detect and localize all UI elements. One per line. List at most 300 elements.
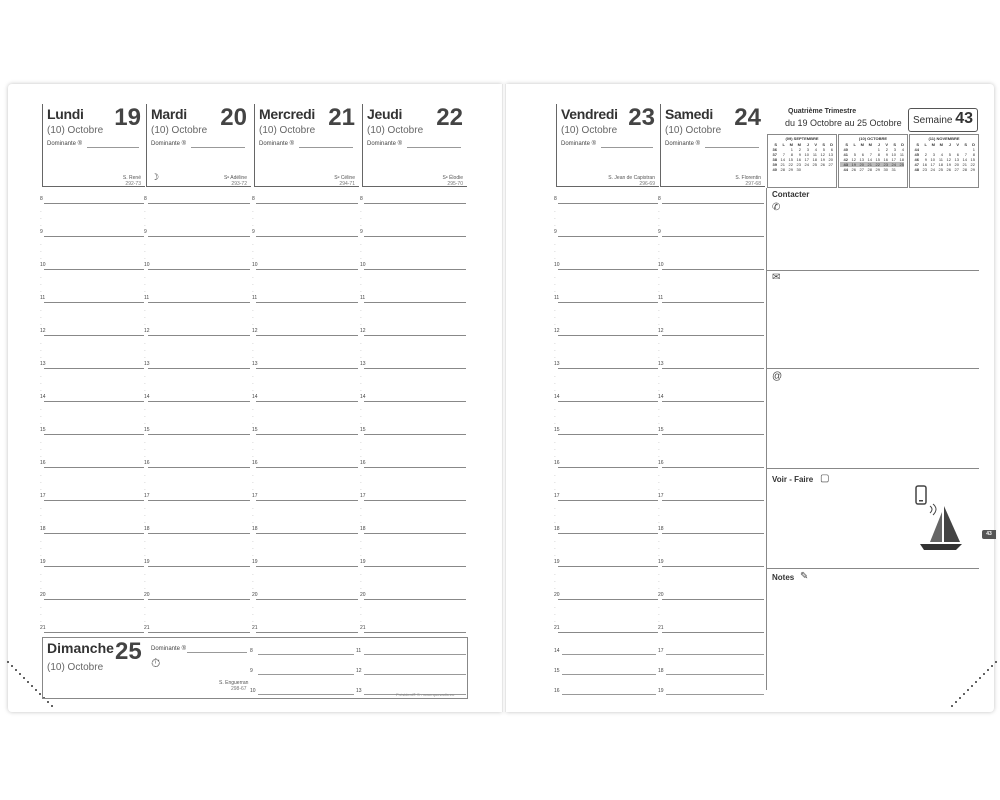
hour-row[interactable]: [144, 592, 250, 625]
extra-hour-row[interactable]: [554, 688, 656, 698]
hour-row[interactable]: [252, 361, 358, 394]
day-cell: J: [806, 142, 809, 147]
quarter-mark: -: [658, 480, 660, 486]
hour-line: [558, 533, 658, 534]
quarter-title: Quatrième Trimestre: [788, 108, 857, 115]
day-cell: J: [948, 142, 951, 147]
extra-hour-row[interactable]: [554, 668, 656, 678]
day-code: 295-70: [447, 181, 463, 187]
quarter-mark: -: [360, 209, 362, 215]
day-cell: 5: [948, 152, 951, 157]
day-code: 296-69: [639, 181, 655, 187]
hour-row[interactable]: [144, 427, 250, 460]
hour-label: 8: [250, 648, 253, 654]
quarter-mark: -: [360, 388, 362, 394]
hour-label: 10: [144, 262, 150, 268]
publisher-footer: Président® S - www.quovadis.eu: [396, 692, 455, 697]
quarter-mark: -: [252, 289, 254, 295]
hour-row[interactable]: [252, 460, 358, 493]
hour-row[interactable]: [360, 361, 466, 394]
quarter-mark: -: [658, 242, 660, 248]
hour-line: [364, 335, 466, 336]
hour-line: [662, 203, 764, 204]
quarter-mark: -: [554, 605, 556, 611]
hour-row[interactable]: [360, 295, 466, 328]
hour-label: 10: [658, 262, 664, 268]
day-cell: 28: [780, 167, 785, 172]
day-cell: 15: [788, 157, 793, 162]
day-cell: 30: [796, 167, 801, 172]
hour-line: [662, 632, 764, 633]
hour-label: 16: [252, 460, 258, 466]
day-cell: M: [789, 142, 793, 147]
hour-row[interactable]: [360, 394, 466, 427]
saint-name: Sᵉ Élodie: [442, 175, 463, 181]
hour-row[interactable]: [40, 526, 144, 559]
day-cell: 2: [798, 147, 801, 152]
quarter-mark: -: [40, 242, 42, 248]
quarter-mark: -: [554, 348, 556, 354]
hour-label: 8: [252, 196, 255, 202]
hour-row[interactable]: [554, 493, 658, 526]
hour-label: 20: [40, 592, 46, 598]
week-number-cell: 40: [843, 147, 848, 152]
hour-label: 12: [144, 328, 150, 334]
day-cell: 12: [946, 157, 951, 162]
hour-row[interactable]: [252, 196, 358, 229]
dominante-line[interactable]: [407, 147, 461, 148]
hour-row[interactable]: [144, 295, 250, 328]
quarter-mark: -: [40, 579, 42, 585]
day-cell: 13: [954, 157, 959, 162]
dominante-line[interactable]: [705, 147, 759, 148]
mini-calendar-row: [769, 167, 833, 172]
week-number-cell: 40: [772, 167, 777, 172]
hour-row[interactable]: [360, 493, 466, 526]
hour-row[interactable]: [40, 361, 144, 394]
hour-label: 12: [252, 328, 258, 334]
hour-label: 8: [360, 196, 363, 202]
hour-label: 13: [144, 361, 150, 367]
hour-row[interactable]: [360, 460, 466, 493]
hour-line: [148, 401, 250, 402]
day-cell: 5: [853, 152, 856, 157]
hour-line: [256, 368, 358, 369]
hour-row[interactable]: [554, 427, 658, 460]
day-number: 20: [220, 104, 247, 131]
hour-line: [662, 500, 764, 501]
hour-row[interactable]: [554, 394, 658, 427]
hour-row[interactable]: [40, 493, 144, 526]
hour-line: [44, 368, 144, 369]
day-code: 294-71: [339, 181, 355, 187]
quarter-mark: -: [554, 275, 556, 281]
hour-label: 15: [252, 427, 258, 433]
sunday-hour-row[interactable]: [356, 648, 466, 658]
hour-row[interactable]: [554, 460, 658, 493]
quarter-mark: -: [40, 572, 42, 578]
hour-row[interactable]: [554, 592, 658, 625]
clock-back-icon: ⏱: [151, 656, 161, 670]
hour-line: [148, 533, 250, 534]
hour-row[interactable]: [40, 262, 144, 295]
quarter-mark: -: [252, 282, 254, 288]
hour-row[interactable]: [252, 328, 358, 361]
quarter-mark: -: [40, 289, 42, 295]
hour-line: [666, 654, 764, 655]
sunday-hour-row[interactable]: [250, 648, 354, 658]
quarter-mark: -: [554, 256, 556, 262]
day-cell: 17: [804, 157, 809, 162]
hour-label: 15: [658, 427, 664, 433]
hour-label: 12: [360, 328, 366, 334]
day-cell: M: [860, 142, 864, 147]
quarter-mark: -: [40, 473, 42, 479]
dominante-line[interactable]: [191, 147, 245, 148]
hour-row[interactable]: [252, 526, 358, 559]
hour-row[interactable]: [144, 526, 250, 559]
quarter-mark: -: [144, 473, 146, 479]
hour-row[interactable]: [144, 460, 250, 493]
day-cell: L: [924, 142, 927, 147]
extra-hour-row[interactable]: [658, 688, 764, 698]
quarter-mark: -: [554, 454, 556, 460]
hour-row[interactable]: [144, 493, 250, 526]
hour-row[interactable]: [40, 394, 144, 427]
quarter-mark: -: [554, 440, 556, 446]
hour-row[interactable]: [40, 196, 144, 229]
hour-line: [558, 203, 658, 204]
quarter-mark: -: [360, 414, 362, 420]
extra-hour-row[interactable]: [658, 648, 764, 658]
day-cell: 29: [788, 167, 793, 172]
quarter-mark: -: [40, 355, 42, 361]
week-number-cell: S: [845, 142, 848, 147]
hour-line: [148, 335, 250, 336]
hour-label: 9: [554, 229, 557, 235]
quarter-mark: -: [252, 242, 254, 248]
quarter-mark: -: [144, 348, 146, 354]
week-number-cell: S: [774, 142, 777, 147]
hour-line: [256, 566, 358, 567]
quarter-mark: -: [144, 341, 146, 347]
day-cell: 15: [970, 157, 975, 162]
hour-row[interactable]: [252, 295, 358, 328]
hour-label: 10: [40, 262, 46, 268]
hour-row[interactable]: [144, 361, 250, 394]
quarter-mark: -: [360, 520, 362, 526]
quarter-mark: -: [252, 341, 254, 347]
hour-row[interactable]: [252, 427, 358, 460]
quarter-mark: -: [360, 322, 362, 328]
quarter-mark: -: [360, 553, 362, 559]
day-cell: [825, 167, 833, 172]
quarter-mark: -: [360, 605, 362, 611]
quarter-mark: -: [252, 216, 254, 222]
quarter-mark: -: [658, 374, 660, 380]
quarter-mark: -: [554, 513, 556, 519]
hour-row[interactable]: [658, 427, 764, 460]
hour-row[interactable]: [554, 262, 658, 295]
hour-row[interactable]: [40, 229, 144, 262]
hour-row[interactable]: [40, 427, 144, 460]
quarter-mark: -: [252, 275, 254, 281]
quarter-mark: -: [144, 407, 146, 413]
day-cell: 26: [820, 162, 825, 167]
hour-label: 19: [554, 559, 560, 565]
quarter-mark: -: [144, 388, 146, 394]
day-cell: 13: [859, 157, 864, 162]
hour-line: [364, 566, 466, 567]
hour-label: 9: [144, 229, 147, 235]
dominante-line[interactable]: [601, 147, 653, 148]
panel-divider: [767, 270, 979, 271]
mini-calendar-grid: [840, 142, 904, 172]
day-cell: 8: [877, 152, 880, 157]
saint-name: S. Florentin: [735, 175, 761, 181]
hour-line: [256, 533, 358, 534]
week-number-cell: 45: [914, 152, 919, 157]
hour-row[interactable]: [658, 328, 764, 361]
day-cell: 18: [812, 157, 817, 162]
hour-label: 12: [356, 668, 362, 674]
quarter-mark: -: [360, 421, 362, 427]
extra-hour-row[interactable]: [658, 668, 764, 678]
hour-row[interactable]: [144, 229, 250, 262]
quarter-mark: -: [252, 539, 254, 545]
quarter-mark: -: [40, 256, 42, 262]
hour-label: 20: [144, 592, 150, 598]
day-cell: 10: [930, 157, 935, 162]
pencil-icon: ✎: [800, 571, 809, 582]
quarter-mark: -: [554, 553, 556, 559]
quarter-mark: -: [144, 520, 146, 526]
quarter-mark: -: [40, 612, 42, 618]
quarter-mark: -: [360, 381, 362, 387]
hour-row[interactable]: [554, 526, 658, 559]
hour-row[interactable]: [658, 295, 764, 328]
day-header-tuesday: [146, 104, 251, 187]
hour-line: [256, 467, 358, 468]
hour-row[interactable]: [658, 559, 764, 592]
week-number-cell: 36: [772, 147, 777, 152]
hour-row[interactable]: [658, 262, 764, 295]
hour-row[interactable]: [658, 229, 764, 262]
hour-row[interactable]: [658, 394, 764, 427]
phone-sailboat-icon: [914, 484, 964, 556]
quarter-mark: -: [360, 447, 362, 453]
sunday-hour-row[interactable]: [250, 688, 354, 698]
hour-row[interactable]: [144, 559, 250, 592]
hour-label: 9: [40, 229, 43, 235]
day-cell: 30: [883, 167, 888, 172]
day-cell: [801, 167, 809, 172]
hour-row[interactable]: [360, 196, 466, 229]
hour-row[interactable]: [252, 394, 358, 427]
quarter-mark: -: [252, 374, 254, 380]
hour-label: 13: [40, 361, 46, 367]
day-cell: 21: [962, 162, 967, 167]
hour-row[interactable]: [40, 295, 144, 328]
hour-row[interactable]: [658, 592, 764, 625]
hour-row[interactable]: [658, 460, 764, 493]
day-cell: 6: [830, 147, 833, 152]
hour-line: [364, 674, 466, 675]
hour-label: 12: [554, 328, 560, 334]
week-tab[interactable]: 43: [982, 530, 996, 539]
day-cell: D: [901, 142, 904, 147]
day-header-thursday: [362, 104, 467, 187]
quarter-mark: -: [252, 209, 254, 215]
hour-row[interactable]: [360, 559, 466, 592]
extra-hour-row[interactable]: [554, 648, 656, 658]
quarter-mark: -: [40, 348, 42, 354]
hour-row[interactable]: [360, 229, 466, 262]
day-cell: 16: [883, 157, 888, 162]
day-cell: 27: [954, 167, 959, 172]
day-cell: 23: [796, 162, 801, 167]
hour-line: [364, 401, 466, 402]
quarter-mark: -: [554, 506, 556, 512]
dominante-line[interactable]: [87, 147, 139, 148]
hour-label: 16: [554, 688, 560, 694]
hour-line: [44, 434, 144, 435]
hour-row[interactable]: [144, 328, 250, 361]
day-month: (10) Octobre: [367, 125, 424, 136]
hour-line: [562, 674, 656, 675]
hour-label: 9: [250, 668, 253, 674]
day-month: (10) Octobre: [561, 125, 618, 136]
quarter-mark: -: [40, 282, 42, 288]
mini-calendar-title: (10) OCTOBRE: [858, 136, 888, 141]
day-cell: 29: [875, 167, 880, 172]
hour-row[interactable]: [40, 328, 144, 361]
quarter-mark: -: [252, 308, 254, 314]
dominante-line[interactable]: [299, 147, 353, 148]
hour-row[interactable]: [144, 196, 250, 229]
week-number-cell: 37: [772, 152, 777, 157]
hour-row[interactable]: [360, 526, 466, 559]
hour-row[interactable]: [360, 427, 466, 460]
quarter-mark: -: [144, 209, 146, 215]
hour-row[interactable]: [40, 592, 144, 625]
hour-label: 16: [360, 460, 366, 466]
hour-label: 14: [554, 394, 560, 400]
dominante-label: Dominante ®: [259, 141, 295, 147]
hour-row[interactable]: [554, 361, 658, 394]
day-cell: 14: [867, 157, 872, 162]
sunday-hour-row[interactable]: [250, 668, 354, 678]
quarter-mark: -: [40, 553, 42, 559]
hour-row[interactable]: [658, 361, 764, 394]
quarter-mark: -: [40, 480, 42, 486]
hour-row[interactable]: [658, 196, 764, 229]
hour-line: [44, 335, 144, 336]
quarter-mark: -: [40, 539, 42, 545]
quarter-mark: -: [252, 579, 254, 585]
hour-label: 17: [40, 493, 46, 499]
hour-line: [44, 302, 144, 303]
saint-name: S. René: [122, 175, 141, 181]
hour-label: 17: [554, 493, 560, 499]
quarter-mark: -: [554, 487, 556, 493]
hour-label: 18: [40, 526, 46, 532]
day-cell: M: [939, 142, 943, 147]
hour-row[interactable]: [360, 328, 466, 361]
quarter-mark: -: [252, 223, 254, 229]
quarter-mark: -: [658, 407, 660, 413]
quarter-mark: -: [40, 440, 42, 446]
quarter-mark: -: [658, 348, 660, 354]
hour-row[interactable]: [554, 328, 658, 361]
hour-row[interactable]: [252, 262, 358, 295]
dominante-line[interactable]: [187, 652, 247, 653]
hour-label: 8: [40, 196, 43, 202]
hour-line: [662, 599, 764, 600]
quarter-mark: -: [252, 440, 254, 446]
hour-line: [662, 533, 764, 534]
day-cell: 25: [896, 162, 904, 167]
hour-row[interactable]: [554, 295, 658, 328]
quarter-mark: -: [40, 381, 42, 387]
contacter-heading: Contacter: [772, 190, 810, 199]
hour-row[interactable]: [40, 460, 144, 493]
quarter-mark: -: [144, 612, 146, 618]
day-cell: 20: [954, 162, 959, 167]
hour-row[interactable]: [144, 394, 250, 427]
hour-row[interactable]: [40, 559, 144, 592]
day-header-wednesday: [254, 104, 359, 187]
mini-calendar-grid: [769, 142, 833, 172]
day-cell: 19: [946, 162, 951, 167]
day-month: (10) Octobre: [151, 125, 208, 136]
quarter-mark: -: [360, 282, 362, 288]
hour-row[interactable]: [252, 493, 358, 526]
hour-row[interactable]: [144, 262, 250, 295]
hour-row[interactable]: [554, 559, 658, 592]
hour-line: [148, 368, 250, 369]
hour-row[interactable]: [252, 559, 358, 592]
quarter-mark: -: [252, 447, 254, 453]
quarter-mark: -: [144, 414, 146, 420]
quarter-mark: -: [658, 308, 660, 314]
day-cell: 28: [867, 167, 872, 172]
day-cell: M: [797, 142, 801, 147]
quarter-mark: -: [658, 619, 660, 625]
quarter-mark: -: [360, 308, 362, 314]
day-cell: 17: [930, 162, 935, 167]
hour-row[interactable]: [252, 229, 358, 262]
week-number: 43: [955, 110, 973, 127]
hour-label: 10: [360, 262, 366, 268]
hour-row[interactable]: [658, 526, 764, 559]
hour-row[interactable]: [554, 229, 658, 262]
sunday-hour-row[interactable]: [356, 668, 466, 678]
panel-divider: [767, 368, 979, 369]
day-cell: 7: [869, 152, 872, 157]
hour-line: [364, 599, 466, 600]
hour-row[interactable]: [252, 592, 358, 625]
quarter-mark: -: [144, 619, 146, 625]
quarter-mark: -: [360, 546, 362, 552]
hour-row[interactable]: [554, 196, 658, 229]
quarter-mark: -: [252, 546, 254, 552]
hour-row[interactable]: [658, 493, 764, 526]
hour-row[interactable]: [360, 592, 466, 625]
day-cell: 18: [938, 162, 943, 167]
hour-row[interactable]: [360, 262, 466, 295]
hour-line: [558, 401, 658, 402]
